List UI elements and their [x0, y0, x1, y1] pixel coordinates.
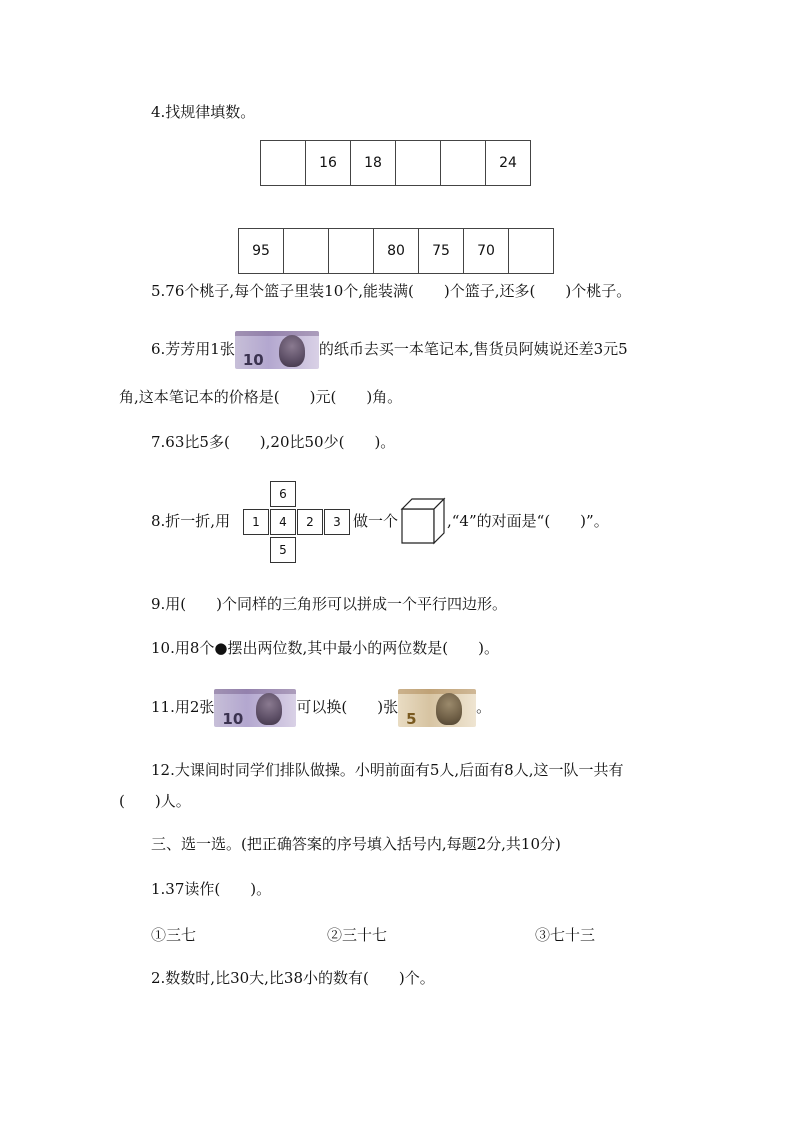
sequence-table-2 — [238, 228, 554, 274]
option-1: ①三七 — [151, 926, 197, 944]
sequence-cell: 70 — [464, 229, 509, 274]
sequence-table-1 — [260, 140, 531, 186]
net-face: 1 — [243, 509, 269, 535]
q6-after: 的纸币去买一本笔记本,售货员阿姨说还差3元5 — [318, 340, 628, 358]
sequence-cell — [396, 141, 441, 186]
ten-yuan-banknote-image: 10 — [214, 689, 296, 727]
sequence-cell — [284, 229, 329, 274]
q8-after: ,“4”的对面是“( )”。 — [447, 512, 609, 530]
sequence-cell — [329, 229, 374, 274]
q7-text: 7.63比5多( ),20比50少( )。 — [151, 433, 396, 451]
q11-middle: 可以换( )张 — [296, 698, 399, 716]
q12-line2: ( )人。 — [119, 792, 191, 810]
sequence-cell — [261, 141, 306, 186]
q6-line1 — [151, 330, 628, 369]
sequence-cell: 80 — [374, 229, 419, 274]
q8-middle: 做一个 — [353, 512, 399, 530]
option-3: ③七十三 — [535, 926, 596, 944]
cube-icon — [400, 497, 446, 545]
q11-after: 。 — [476, 698, 492, 716]
sequence-cell — [441, 141, 486, 186]
section-3-title: 三、选一选。(把正确答案的序号填入括号内,每题2分,共10分) — [151, 835, 561, 853]
option-2: ②三十七 — [327, 926, 388, 944]
q4-text: 4.找规律填数。 — [151, 103, 256, 121]
net-face: 5 — [270, 537, 296, 563]
net-face: 6 — [270, 481, 296, 507]
cube-net-figure — [243, 481, 349, 563]
sequence-cell: 95 — [239, 229, 284, 274]
net-face: 3 — [324, 509, 350, 535]
ten-yuan-banknote-image: 10 — [235, 331, 319, 369]
q10-before: 10.用8个 — [151, 639, 215, 657]
black-dot-icon: ● — [214, 639, 228, 657]
q5-text: 5.76个桃子,每个篮子里装10个,能装满( )个篮子,还多( )个桃子。 — [151, 282, 632, 300]
s3q1-text: 1.37读作( )。 — [151, 880, 272, 898]
sequence-cell: 16 — [306, 141, 351, 186]
sequence-cell — [509, 229, 554, 274]
sequence-cell: 18 — [351, 141, 396, 186]
q12-line1: 12.大课间时同学们排队做操。小明前面有5人,后面有8人,这一队一共有 — [151, 761, 624, 779]
s3q2-text: 2.数数时,比30大,比38小的数有( )个。 — [151, 969, 435, 987]
q11-text — [151, 687, 491, 727]
net-face: 4 — [270, 509, 296, 535]
sequence-cell: 24 — [486, 141, 531, 186]
q11-before: 11.用2张 — [151, 698, 215, 716]
net-face: 2 — [297, 509, 323, 535]
q8-before: 8.折一折,用 — [151, 512, 231, 530]
q9-text: 9.用( )个同样的三角形可以拼成一个平行四边形。 — [151, 595, 508, 613]
five-yuan-banknote-image: 5 — [398, 689, 476, 727]
q10-after: 摆出两位数,其中最小的两位数是( )。 — [227, 639, 499, 657]
q10-text — [151, 638, 499, 658]
sequence-cell: 75 — [419, 229, 464, 274]
q6-line2: 角,这本笔记本的价格是( )元( )角。 — [119, 388, 403, 406]
q6-before: 6.芳芳用1张 — [151, 340, 235, 358]
